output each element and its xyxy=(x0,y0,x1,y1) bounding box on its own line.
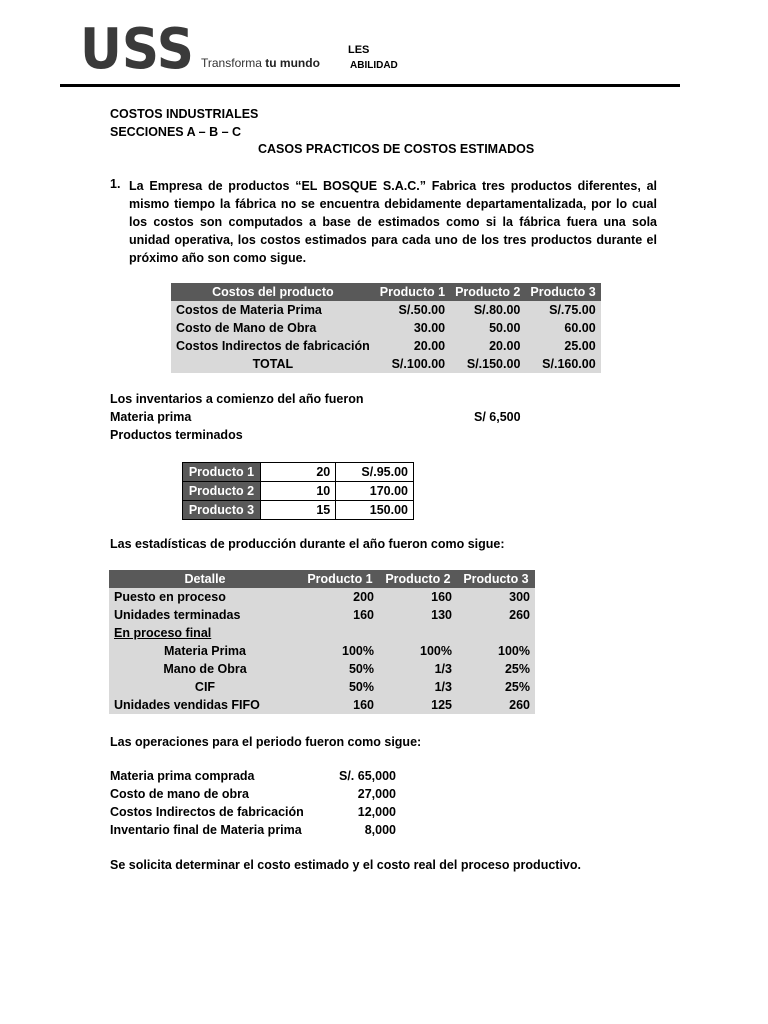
table-row xyxy=(171,319,601,337)
quantity-value: 15 xyxy=(260,501,335,520)
quantity-value: 20 xyxy=(260,463,335,482)
column-header: Producto 2 xyxy=(379,570,457,588)
operation-label: Costo de mano de obra xyxy=(110,787,249,801)
column-header: Detalle xyxy=(109,570,301,588)
table-row xyxy=(109,678,535,696)
request-text: Se solicita determinar el costo estimado y el costo real del proceso productivo. xyxy=(110,858,581,872)
table-row xyxy=(171,301,601,319)
production-intro: Las estadísticas de producción durante el año fueron como sigue: xyxy=(110,537,505,551)
column-header: Producto 3 xyxy=(457,570,535,588)
table-row xyxy=(183,482,414,501)
header-title-line1: LES xyxy=(348,44,370,56)
tagline-light: Transforma xyxy=(201,56,262,70)
finished-goods-label: Productos terminados xyxy=(110,428,243,442)
problem-text: La Empresa de productos “EL BOSQUE S.A.C.” Fabrica tres productos diferentes, al mismo tiempo la fábrica no se encuentra debidamente departamentalizada, por lo cual los costos son computados a base de estimados como si la fábrica fuera una sola unidad operativa, los costos estimados para cada uno de los tres productos durante el próximo año son como sigue. xyxy=(129,179,657,265)
cell-value: S/.75.00 xyxy=(525,301,600,319)
cell-value: 100% xyxy=(457,642,535,660)
cost-value: 150.00 xyxy=(336,501,414,520)
column-header: Producto 1 xyxy=(301,570,379,588)
column-header: Producto 3 xyxy=(525,283,600,301)
product-label: Producto 3 xyxy=(183,501,261,520)
cell-value: 30.00 xyxy=(375,319,450,337)
production-table-header xyxy=(109,570,535,588)
page-title: CASOS PRACTICOS DE COSTOS ESTIMADOS xyxy=(258,142,535,156)
cell-value: 200 xyxy=(301,588,379,606)
cost-table-header xyxy=(171,283,601,301)
cell-value: 20.00 xyxy=(450,337,525,355)
column-header: Costos del producto xyxy=(171,283,375,301)
cell-value: 160 xyxy=(301,696,379,714)
inventories-intro: Los inventarios a comienzo del año fueron xyxy=(110,392,364,406)
cell-value: 20.00 xyxy=(375,337,450,355)
cell-value: 260 xyxy=(457,696,535,714)
cell-value: S/.50.00 xyxy=(375,301,450,319)
cost-value: 170.00 xyxy=(336,482,414,501)
cell-value: 60.00 xyxy=(525,319,600,337)
row-label: Costos de Materia Prima xyxy=(171,301,375,319)
row-label: Costo de Mano de Obra xyxy=(171,319,375,337)
cell-value: 160 xyxy=(301,606,379,624)
in-process-label: En proceso final xyxy=(109,624,301,642)
cell-value: 260 xyxy=(457,606,535,624)
column-header: Producto 2 xyxy=(450,283,525,301)
cell-value: 100% xyxy=(301,642,379,660)
operation-value: 8,000 xyxy=(364,823,396,837)
cell-value: 50% xyxy=(301,678,379,696)
product-label: Producto 1 xyxy=(183,463,261,482)
uss-logo xyxy=(80,26,196,70)
column-header: Producto 1 xyxy=(375,283,450,301)
quantity-value: 10 xyxy=(260,482,335,501)
total-row xyxy=(171,355,601,373)
cell-value: 130 xyxy=(379,606,457,624)
row-label: Mano de Obra xyxy=(109,660,301,678)
cell-value: 125 xyxy=(379,696,457,714)
row-label: Unidades vendidas FIFO xyxy=(109,696,301,714)
total-value: S/.160.00 xyxy=(525,355,600,373)
cell-value: 1/3 xyxy=(379,660,457,678)
cell-value: 25% xyxy=(457,678,535,696)
cell-value: 100% xyxy=(379,642,457,660)
cell-value: 1/3 xyxy=(379,678,457,696)
cell-value: 160 xyxy=(379,588,457,606)
production-table xyxy=(109,570,535,714)
total-value: S/.150.00 xyxy=(450,355,525,373)
empty-cell xyxy=(379,624,457,642)
cell-value: S/.80.00 xyxy=(450,301,525,319)
empty-cell xyxy=(301,624,379,642)
product-label: Producto 2 xyxy=(183,482,261,501)
row-label: Costos Indirectos de fabricación xyxy=(171,337,375,355)
header-title-line2: ABILIDAD xyxy=(350,60,398,71)
table-row xyxy=(109,696,535,714)
table-row xyxy=(109,660,535,678)
finished-goods-table xyxy=(182,462,414,520)
operation-label: Costos Indirectos de fabricación xyxy=(110,805,304,819)
tagline-bold: tu mundo xyxy=(265,56,320,70)
total-label: TOTAL xyxy=(171,355,375,373)
header-divider xyxy=(60,84,680,87)
cell-value: 50.00 xyxy=(450,319,525,337)
operation-label: Inventario final de Materia prima xyxy=(110,823,302,837)
table-row xyxy=(183,463,414,482)
problem-number: 1. xyxy=(110,177,121,191)
cell-value: 300 xyxy=(457,588,535,606)
raw-material-value: S/ 6,500 xyxy=(474,410,521,424)
table-row xyxy=(109,588,535,606)
cost-value: S/.95.00 xyxy=(336,463,414,482)
table-row xyxy=(183,501,414,520)
row-label: Puesto en proceso xyxy=(109,588,301,606)
table-row xyxy=(109,642,535,660)
total-value: S/.100.00 xyxy=(375,355,450,373)
cost-table xyxy=(171,283,601,373)
row-label: CIF xyxy=(109,678,301,696)
logo-tagline xyxy=(201,56,320,70)
operation-label: Materia prima comprada xyxy=(110,769,255,783)
table-row xyxy=(171,337,601,355)
operations-intro: Las operaciones para el periodo fueron como sigue: xyxy=(110,735,422,749)
cell-value: 25% xyxy=(457,660,535,678)
uss-logo-text: USS xyxy=(80,26,194,70)
raw-material-label: Materia prima xyxy=(110,410,192,424)
course-name: COSTOS INDUSTRIALES xyxy=(110,107,259,121)
cell-value: 25.00 xyxy=(525,337,600,355)
operation-value: 12,000 xyxy=(357,805,396,819)
cell-value: 50% xyxy=(301,660,379,678)
empty-cell xyxy=(457,624,535,642)
operation-value: 27,000 xyxy=(357,787,396,801)
operation-value: S/. 65,000 xyxy=(339,769,396,783)
course-sections: SECCIONES A – B – C xyxy=(110,125,242,139)
table-row xyxy=(109,624,535,642)
row-label: Materia Prima xyxy=(109,642,301,660)
table-row xyxy=(109,606,535,624)
row-label: Unidades terminadas xyxy=(109,606,301,624)
